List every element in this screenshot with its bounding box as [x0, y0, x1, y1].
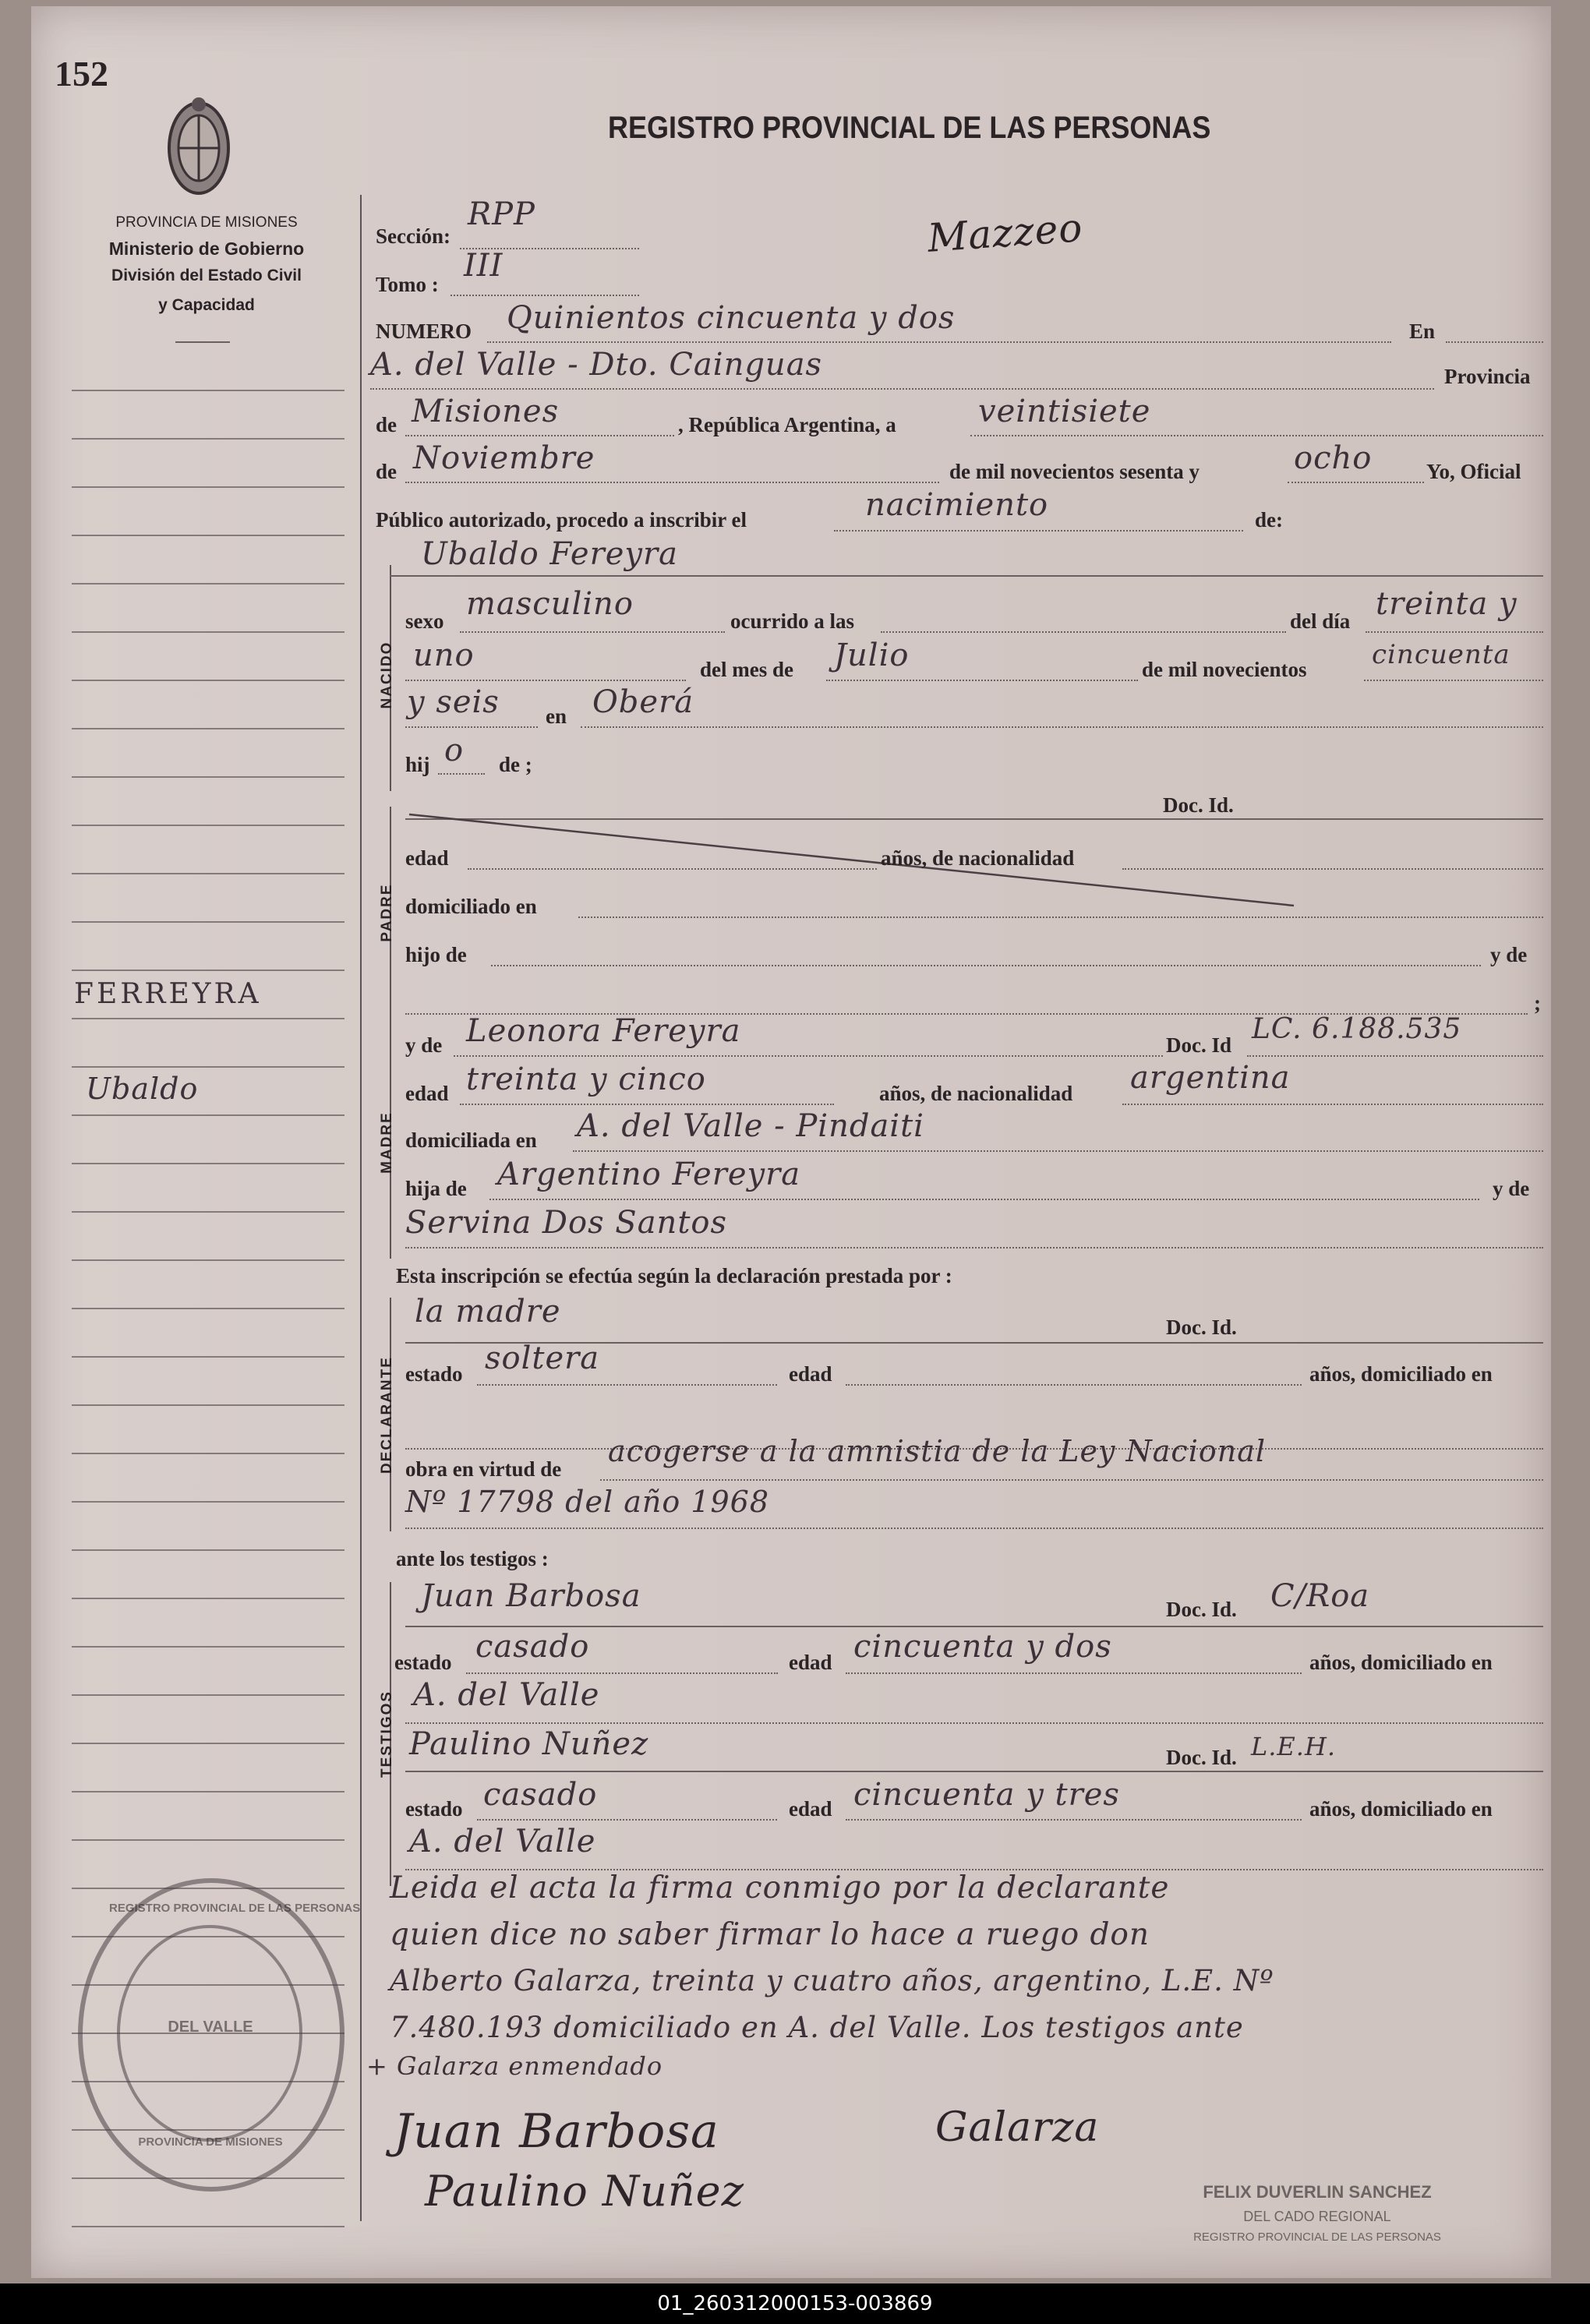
padre-strikeout — [405, 811, 1302, 912]
margin-ruling-line — [72, 1743, 344, 1744]
side-label-padre: PADRE — [379, 883, 395, 942]
label-estado2: estado — [394, 1651, 452, 1674]
label-mil-novecientos: de mil novecientos — [1142, 658, 1307, 681]
side-label-madre: MADRE — [379, 1111, 395, 1174]
value-testigo1-doc: C/Roa — [1270, 1578, 1370, 1614]
margin-ruling-line — [72, 1791, 344, 1792]
label-semicolon: ; — [1534, 991, 1541, 1015]
side-label-declarante: DECLARANTE — [379, 1356, 395, 1474]
value-obra-a: acogerse a la amnistia de la Ley Nacional — [608, 1434, 1267, 1468]
value-numero: Quinientos cincuenta y dos — [507, 300, 956, 336]
org-ministry: Ministerio de Gobierno — [108, 238, 305, 259]
value-testigo1: Juan Barbosa — [421, 1578, 641, 1614]
margin-ruling-line — [72, 1018, 344, 1019]
margin-ruling-line — [72, 728, 344, 729]
page-number: 152 — [55, 54, 108, 94]
side-label-testigos: TESTIGOS — [379, 1690, 395, 1778]
label-anos-nac2: años, de nacionalidad — [879, 1082, 1073, 1105]
label-edad: edad — [405, 846, 449, 870]
value-sexo: masculino — [466, 586, 634, 622]
value-lugar-nac: Oberá — [592, 684, 694, 720]
label-ocurrido: ocurrido a las — [730, 609, 854, 633]
margin-ruling-line — [72, 873, 344, 874]
value-provincia: Misiones — [412, 394, 560, 429]
label-doc-id2: Doc. Id — [1166, 1033, 1232, 1057]
label-hij: hij — [405, 753, 430, 776]
margin-ruling-line — [72, 970, 344, 971]
label-esta-inscripcion: Esta inscripción se efectúa según la declaración prestada por : — [396, 1264, 952, 1287]
value-uno: uno — [413, 638, 475, 673]
label-sexo: sexo — [405, 609, 444, 633]
label-de-colon: de: — [1255, 508, 1283, 532]
margin-ruling-line — [72, 2226, 344, 2227]
margin-ruling-line — [72, 776, 344, 778]
stamp-text-bottom: PROVINCIA DE MISIONES — [138, 2135, 283, 2149]
label-anos-dom: años, domiciliado en — [1309, 1362, 1493, 1386]
label-y-de2: y de — [405, 1033, 443, 1057]
label-de-semicolon: de ; — [499, 753, 532, 776]
org-capacidad: y Capacidad — [158, 296, 255, 314]
value-abuela: Servina Dos Santos — [405, 1205, 727, 1241]
signature-official: Galarza — [935, 2104, 1100, 2151]
margin-ruling-line — [72, 1549, 344, 1551]
official-stamp-name: FELIX DUVERLIN SANCHEZ — [1203, 2182, 1432, 2202]
org-division: División del Estado Civil — [111, 267, 302, 284]
label-hijo-de: hijo de — [405, 943, 467, 966]
label-ante: ante los testigos : — [396, 1547, 549, 1570]
value-seccion: RPP — [468, 196, 535, 232]
note-line-2: quien dice no saber firmar lo hace a ruego don — [390, 1917, 1150, 1952]
margin-ruling-line — [72, 1259, 344, 1261]
label-y-de: y de — [1490, 943, 1528, 966]
official-stamp-role: DEL CADO REGIONAL — [1243, 2209, 1391, 2224]
value-mes: Noviembre — [413, 440, 595, 476]
value-madre-doc: LC. 6.188.535 — [1252, 1013, 1462, 1045]
margin-ruling-line — [72, 1114, 344, 1116]
value-dia-nac: treinta y — [1376, 586, 1518, 622]
value-testigo2-estado: casado — [483, 1777, 598, 1813]
value-acto: nacimiento — [865, 487, 1049, 523]
margin-ruling-line — [72, 486, 344, 488]
value-testigo2: Paulino Nuñez — [409, 1726, 649, 1762]
header-signature: Mazzeo — [926, 205, 1085, 261]
margin-ruling-line — [72, 631, 344, 633]
label-y-de3: y de — [1493, 1177, 1530, 1200]
label-edad4: edad — [789, 1651, 832, 1674]
margin-ruling-line — [72, 1453, 344, 1454]
margin-ruling-line — [72, 1404, 344, 1406]
value-madre-edad: treinta y cinco — [466, 1061, 706, 1097]
margin-ruling-line — [72, 390, 344, 391]
coat-of-arms-icon — [160, 94, 238, 203]
label-domiciliada-en: domiciliada en — [405, 1128, 537, 1152]
label-de: de — [376, 413, 397, 436]
margin-ruling-line — [72, 1356, 344, 1358]
signature-witness-2: Paulino Nuñez — [425, 2167, 745, 2216]
margin-ruling-line — [72, 1694, 344, 1696]
value-testigo2-edad: cincuenta y tres — [853, 1777, 1120, 1813]
label-numero: NUMERO — [376, 320, 472, 343]
value-testigo1-edad: cincuenta y dos — [853, 1629, 1112, 1665]
label-del-dia: del día — [1290, 609, 1351, 633]
value-anio-nac-a: cincuenta — [1372, 639, 1510, 670]
value-ocho: ocho — [1294, 440, 1373, 476]
note-line-4: 7.480.193 domiciliado en A. del Valle. Los testigos ante — [390, 2011, 1244, 2044]
value-abuelo: Argentino Fereyra — [497, 1157, 801, 1192]
value-declarante: la madre — [415, 1294, 561, 1330]
stamp-text-mid: DEL VALLE — [168, 2018, 253, 2036]
margin-ruling-line — [72, 825, 344, 826]
label-del-mes: del mes de — [700, 658, 793, 681]
label-mil-sesenta: de mil novecientos sesenta y — [949, 460, 1200, 483]
note-line-5: + Galarza enmendado — [366, 2051, 663, 2081]
label-doc-id3: Doc. Id. — [1166, 1316, 1237, 1339]
label-en2: en — [546, 705, 567, 728]
note-line-3: Alberto Galarza, treinta y cuatro años, argentino, L.E. Nº — [390, 1964, 1274, 1997]
value-testigo2-dom: A. del Valle — [409, 1824, 596, 1860]
label-provincia: Provincia — [1444, 365, 1531, 388]
org-divider — [175, 341, 230, 343]
value-madre-dom: A. del Valle - Pindaiti — [577, 1108, 924, 1144]
label-domiciliado-en: domiciliado en — [405, 895, 537, 918]
margin-given-name: Ubaldo — [86, 1072, 199, 1106]
label-anos-dom2: años, domiciliado en — [1309, 1651, 1493, 1674]
label-edad2: edad — [405, 1082, 449, 1105]
value-anio-nac-b: y seis — [407, 684, 500, 720]
org-province: PROVINCIA DE MISIONES — [115, 214, 298, 231]
margin-ruling-line — [72, 1839, 344, 1841]
margin-ruling-line — [72, 1163, 344, 1164]
note-line-1: Leida el acta la firma conmigo por la declarante — [390, 1870, 1170, 1905]
margin-ruling-line — [72, 535, 344, 536]
official-stamp-org: REGISTRO PROVINCIAL DE LAS PERSONAS — [1193, 2230, 1441, 2244]
value-nombre: Ubaldo Fereyra — [421, 536, 678, 572]
value-tomo: III — [464, 248, 504, 284]
label-de2: de — [376, 460, 397, 483]
margin-ruling-line — [72, 921, 344, 923]
label-doc-id: Doc. Id. — [1163, 793, 1234, 817]
label-hija-de: hija de — [405, 1177, 467, 1200]
label-en: En — [1409, 320, 1436, 343]
margin-ruling-line — [72, 1211, 344, 1213]
label-doc-id4: Doc. Id. — [1166, 1598, 1237, 1621]
margin-ruling-line — [72, 1308, 344, 1309]
margin-ruling-line — [72, 1501, 344, 1503]
value-estado-decl: soltera — [485, 1340, 600, 1376]
label-anos-dom3: años, domiciliado en — [1309, 1797, 1493, 1821]
margin-ruling-line — [72, 1598, 344, 1599]
margin-ruling-line — [72, 1646, 344, 1648]
value-testigo2-doc: L.E.H. — [1251, 1732, 1337, 1761]
label-edad3: edad — [789, 1362, 832, 1386]
page-title: REGISTRO PROVINCIAL DE LAS PERSONAS — [608, 111, 1211, 145]
signature-witness-1: Juan Barbosa — [394, 2104, 719, 2159]
label-obra: obra en virtud de — [405, 1457, 562, 1481]
value-lugar: A. del Valle - Dto. Cainguas — [370, 347, 823, 383]
margin-ruling-line — [72, 680, 344, 681]
label-estado3: estado — [405, 1797, 463, 1821]
label-anos-nac: años, de nacionalidad — [881, 846, 1075, 870]
image-id-caption: 01_260312000153-003869 — [0, 2283, 1590, 2324]
label-seccion: Sección: — [376, 224, 450, 248]
value-madre-nac: argentina — [1130, 1060, 1291, 1096]
value-testigo1-estado: casado — [475, 1629, 590, 1665]
margin-ruling-line — [72, 1066, 344, 1068]
side-label-nacido: NACIDO — [379, 641, 395, 709]
value-dia: veintisiete — [978, 394, 1151, 429]
margin-ruling-line — [72, 438, 344, 440]
label-edad5: edad — [789, 1797, 832, 1821]
value-hij: o — [444, 733, 465, 768]
value-mes-nac: Julio — [834, 638, 910, 673]
label-estado: estado — [405, 1362, 463, 1386]
label-tomo: Tomo : — [376, 273, 439, 296]
value-testigo1-dom: A. del Valle — [413, 1677, 600, 1713]
margin-ruling-line — [72, 583, 344, 585]
margin-surname: FERREYRA — [74, 978, 262, 1010]
label-publico: Público autorizado, procedo a inscribir el — [376, 508, 747, 532]
label-republica: , República Argentina, a — [678, 413, 896, 436]
margin-rule — [360, 195, 362, 2221]
stamp-text-top: REGISTRO PROVINCIAL DE LAS PERSONAS — [109, 1902, 361, 1915]
label-yo-oficial: Yo, Oficial — [1426, 460, 1521, 483]
value-obra-b: Nº 17798 del año 1968 — [405, 1485, 769, 1519]
label-doc-id5: Doc. Id. — [1166, 1746, 1237, 1769]
value-madre: Leonora Fereyra — [466, 1013, 741, 1049]
